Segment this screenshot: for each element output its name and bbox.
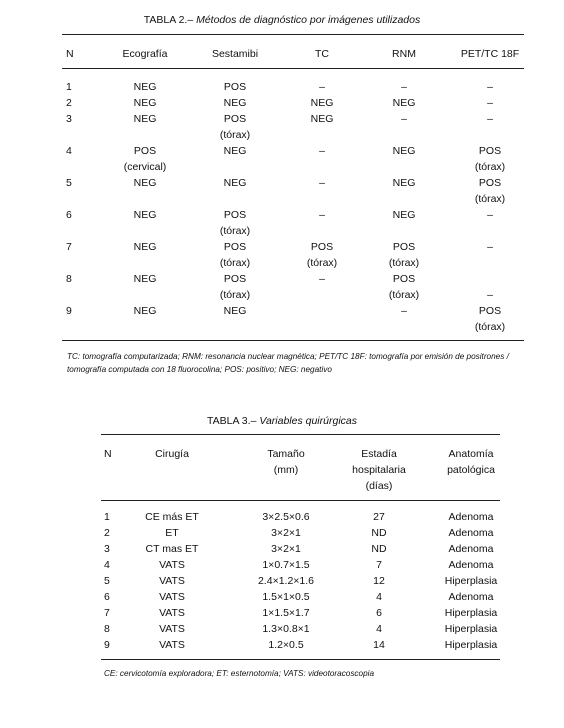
- table3-cell: 8: [104, 623, 110, 635]
- table3-cell: 5: [104, 575, 110, 587]
- table2-cell: NEG: [310, 113, 334, 125]
- table3-cell: Adenoma: [448, 591, 494, 603]
- table2-cell: NEG: [133, 209, 157, 221]
- table2-header-n: N: [66, 48, 74, 60]
- table2-cell: –: [319, 177, 325, 189]
- table2-header-tc: TC: [315, 48, 329, 60]
- table3-header-tamano: Tamaño (mm): [267, 448, 305, 476]
- table3-cell: 7: [376, 559, 382, 571]
- table3-cell: Adenoma: [448, 543, 494, 555]
- table2-cell: NEG: [392, 209, 416, 221]
- table2-cell: –: [401, 113, 407, 125]
- table3-cell: 3: [104, 543, 110, 555]
- table3-cell: 1.2×0.5: [268, 639, 304, 651]
- table3-cell: Hiperplasia: [444, 575, 498, 587]
- table3-cell: 7: [104, 607, 110, 619]
- table3-cell: Adenoma: [448, 527, 494, 539]
- table3-cell: VATS: [159, 607, 185, 619]
- table3-cell: 3×2×1: [271, 543, 301, 555]
- table2-cell: –: [487, 81, 493, 93]
- table3-cell: VATS: [159, 591, 185, 603]
- table2-cell: –: [319, 273, 325, 285]
- table3-cell: Hiperplasia: [444, 607, 498, 619]
- table2-cell: POS (tórax): [388, 273, 420, 301]
- table2-cell: –: [319, 209, 325, 221]
- table3-cell: 1: [104, 511, 110, 523]
- table2-cell: –: [319, 145, 325, 157]
- table2-title: [0, 14, 564, 26]
- table2-cell: NEG: [133, 305, 157, 317]
- table2-title-prefix: TABLA 2.–: [143, 14, 194, 26]
- table3-cell: 1×0.7×1.5: [262, 559, 310, 571]
- table3-cell: 2.4×1.2×1.6: [257, 575, 315, 587]
- table2-cell: POS (tórax): [388, 241, 420, 269]
- table2-cell: POS (tórax): [219, 113, 251, 141]
- table3-cell: 2: [104, 527, 110, 539]
- table2-cell: NEG: [133, 241, 157, 253]
- table3-title-italic: Variables quirúrgicas: [259, 415, 357, 427]
- table2-cell: POS (tórax): [219, 209, 251, 237]
- table3-cell: 27: [373, 511, 385, 523]
- table2-cell: 9: [66, 305, 72, 317]
- table3-cell: VATS: [159, 559, 185, 571]
- table3-cell: 4: [376, 623, 382, 635]
- table2-cell: 5: [66, 177, 72, 189]
- table3-cell: Adenoma: [448, 559, 494, 571]
- table2-cell: –: [401, 81, 407, 93]
- table2-bottom-rule: [62, 340, 524, 341]
- table2-cell: –: [487, 209, 493, 221]
- table2-header-ecografia: Ecografía: [122, 48, 168, 60]
- table3-cell: ND: [371, 543, 387, 555]
- table3-header-cirugia: Cirugía: [155, 448, 189, 460]
- table3-header-estadia: Estadía hospitalaria (días): [352, 448, 406, 492]
- table3-header-n: N: [104, 448, 112, 460]
- table2-cell: POS (tórax): [219, 273, 251, 301]
- table3-cell: 9: [104, 639, 110, 651]
- table3-cell: Adenoma: [448, 511, 494, 523]
- table3-cell: ND: [371, 527, 387, 539]
- table2-cell: 8: [66, 273, 72, 285]
- table2-cell: NEG: [133, 81, 157, 93]
- table3-cell: VATS: [159, 639, 185, 651]
- table3-cell: VATS: [159, 623, 185, 635]
- table2-cell: NEG: [133, 273, 157, 285]
- table2-header-sestamibi: Sestamibi: [211, 48, 259, 60]
- table3-cell: 1.3×0.8×1: [262, 623, 310, 635]
- table2-cell: 3: [66, 113, 72, 125]
- table3-top-rule: [101, 434, 500, 435]
- table3-cell: 12: [373, 575, 385, 587]
- table3-bottom-rule: [101, 659, 500, 660]
- table3-cell: 3×2×1: [271, 527, 301, 539]
- table2-cell: NEG: [133, 177, 157, 189]
- table3-cell: VATS: [159, 575, 185, 587]
- table3-cell: 1×1.5×1.7: [262, 607, 310, 619]
- table3-cell: CT mas ET: [145, 543, 199, 555]
- table3-cell: 6: [104, 591, 110, 603]
- table3-header-anatomia: Anatomía patológica: [447, 448, 495, 476]
- table3-cell: Hiperplasia: [444, 639, 498, 651]
- table2-cell: 6: [66, 209, 72, 221]
- table2-cell: NEG: [133, 113, 157, 125]
- table2-cell: NEG: [223, 145, 247, 157]
- table2-cell: POS (cervical): [123, 145, 167, 173]
- table2-cell: NEG: [392, 97, 416, 109]
- table3-header-rule: [101, 500, 500, 501]
- table3-cell: Hiperplasia: [444, 623, 498, 635]
- table2-cell: 7: [66, 241, 72, 253]
- table3-footnote: CE: cervicotomía exploradora; ET: esternotomía; VATS: videotoracoscopia: [104, 669, 375, 678]
- table2-cell: –: [487, 241, 493, 253]
- table2-cell: –: [487, 113, 493, 125]
- table2-cell: NEG: [392, 177, 416, 189]
- table2-cell: 1: [66, 81, 72, 93]
- table3-title-prefix: TABLA 3.–: [206, 415, 257, 427]
- table2-cell: POS (tórax): [219, 241, 251, 269]
- table3-cell: 4: [376, 591, 382, 603]
- table3-cell: 3×2.5×0.6: [262, 511, 310, 523]
- table2-cell: NEG: [310, 97, 334, 109]
- table2-cell: POS (tórax): [474, 145, 506, 173]
- table2-cell: NEG: [223, 97, 247, 109]
- table3-cell: CE más ET: [145, 511, 199, 523]
- table2-cell: NEG: [392, 145, 416, 157]
- table3-cell: 14: [373, 639, 385, 651]
- table2-title-italic: Métodos de diagnóstico por imágenes utilizados: [196, 14, 421, 26]
- table2-footnote: TC: tomografía computarizada; RNM: resonancia nuclear magnética; PET/TC 18F: tomografía por emisión de positrones / tomografía computada con 18 fluorocolina; POS: positivo; NEG: negativo: [67, 352, 509, 374]
- table2-top-rule: [62, 34, 524, 35]
- table2-cell: POS (tórax): [474, 177, 506, 205]
- table2-cell: NEG: [223, 305, 247, 317]
- table3-cell: ET: [165, 527, 179, 539]
- table3-cell: 6: [376, 607, 382, 619]
- table2-cell: –: [487, 289, 493, 301]
- table2-cell: POS: [223, 81, 247, 93]
- table3-cell: 1.5×1×0.5: [262, 591, 310, 603]
- table2-cell: POS (tórax): [474, 305, 506, 333]
- table2-cell: –: [487, 97, 493, 109]
- table2-cell: POS (tórax): [306, 241, 338, 269]
- table2-cell: –: [401, 305, 407, 317]
- table2-header-pet: PET/TC 18F: [460, 48, 520, 60]
- table2-header-rule: [62, 68, 524, 69]
- table2-cell: –: [319, 81, 325, 93]
- table2-cell: 2: [66, 97, 72, 109]
- table2-cell: 4: [66, 145, 72, 157]
- table2-cell: NEG: [133, 97, 157, 109]
- table3-title: [0, 415, 564, 427]
- table2-header-rnm: RNM: [392, 48, 416, 60]
- table3-cell: 4: [104, 559, 110, 571]
- table2-cell: NEG: [223, 177, 247, 189]
